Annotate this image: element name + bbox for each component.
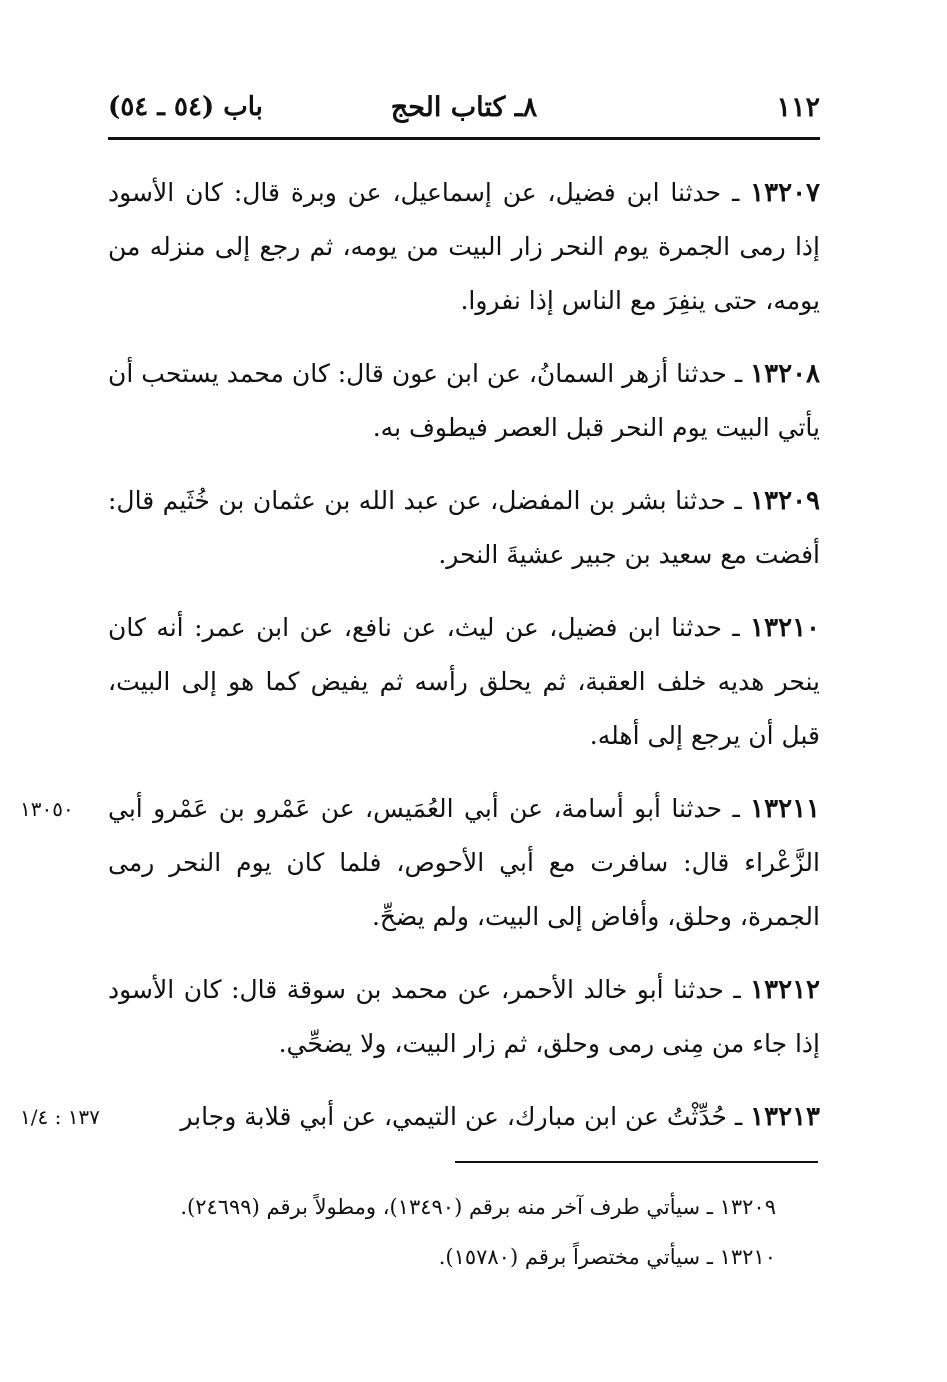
hadith-number: ١٣٢٠٨ [750,359,820,389]
hadith-text: ـ حدثنا أبو أسامة، عن أبي العُمَيس، عن عَمْرو بن عَمْرو أبي الزَّعْراء قال: سافرت مع أبي الأحوص، فلما كان يوم النحر رمى الجمرة، وحلق، وأفاض إلى البيت، ولم يضحِّ. [108,794,820,931]
footnote-item: ١٣٢١٠ ـ سيأتي مختصراً برقم (١٥٧٨٠). [438,1245,776,1269]
hadith-entry [108,347,820,455]
margin-note: ١٣٧ : ١/٤ [20,1105,100,1129]
hadith-list [20,166,820,1163]
hadith-number: ١٣٢٠٩ [750,486,820,516]
hadith-entry [20,1090,820,1144]
hadith-text: ـ حدثنا بشر بن المفضل، عن عبد الله بن عثمان بن خُثَيم قال: أفضت مع سعيد بن جبير عشيةَ النحر. [108,486,820,569]
footnote-item: ١٣٢٠٩ ـ سيأتي طرف آخر منه برقم (١٣٤٩٠)، ومطولاً برقم (٢٤٦٩٩). [180,1195,776,1219]
chapter-label: باب (٥٤ ـ ٥٤) [108,92,263,122]
hadith-number: ١٣٢١٠ [750,613,820,643]
hadith-text: ـ حدثنا ابن فضيل، عن ليث، عن نافع، عن ابن عمر: أنه كان ينحر هديه خلف العقبة، ثم يحلق رأسه ثم يفيض كما هو إلى البيت، قبل أن يرجع إلى أهله. [108,613,820,750]
hadith-number: ١٣٢١٣ [750,1102,820,1132]
hadith-entry [108,474,820,582]
hadith-number: ١٣٢١١ [750,794,820,824]
hadith-entry [20,782,820,944]
hadith-number: ١٣٢٠٧ [750,178,820,208]
hadith-number: ١٣٢١٢ [750,975,820,1005]
hadith-text: ـ حدثنا ابن فضيل، عن إسماعيل، عن وبرة قال: كان الأسود إذا رمى الجمرة يوم النحر زار البيت من يومه، ثم رجع إلى منزله من يومه، حتى ينفِرَ مع الناس إذا نفروا. [108,178,820,315]
hadith-entry [108,166,820,328]
page-header [108,84,820,134]
header-divider [108,137,820,140]
footnotes [108,1182,776,1282]
footnote-divider [455,1161,818,1163]
hadith-text: ـ حدثنا أزهر السمانُ، عن ابن عون قال: كان محمد يستحب أن يأتي البيت يوم النحر قبل العصر فيطوف به. [108,359,820,442]
margin-note: ١٣٠٥٠ [20,797,74,821]
hadith-text: ـ حُدِّثْتُ عن ابن مبارك، عن التيمي، عن أبي قلابة وجابر [180,1102,751,1131]
book-title: ٨ـ كتاب الحج [390,92,538,123]
page-number: ١١٢ [776,92,820,123]
hadith-entry [108,963,820,1071]
hadith-text: ـ حدثنا أبو خالد الأحمر، عن محمد بن سوقة قال: كان الأسود إذا جاء من مِنى رمى وحلق، ثم زار البيت، ولا يضحِّي. [108,975,820,1058]
hadith-entry [108,601,820,763]
